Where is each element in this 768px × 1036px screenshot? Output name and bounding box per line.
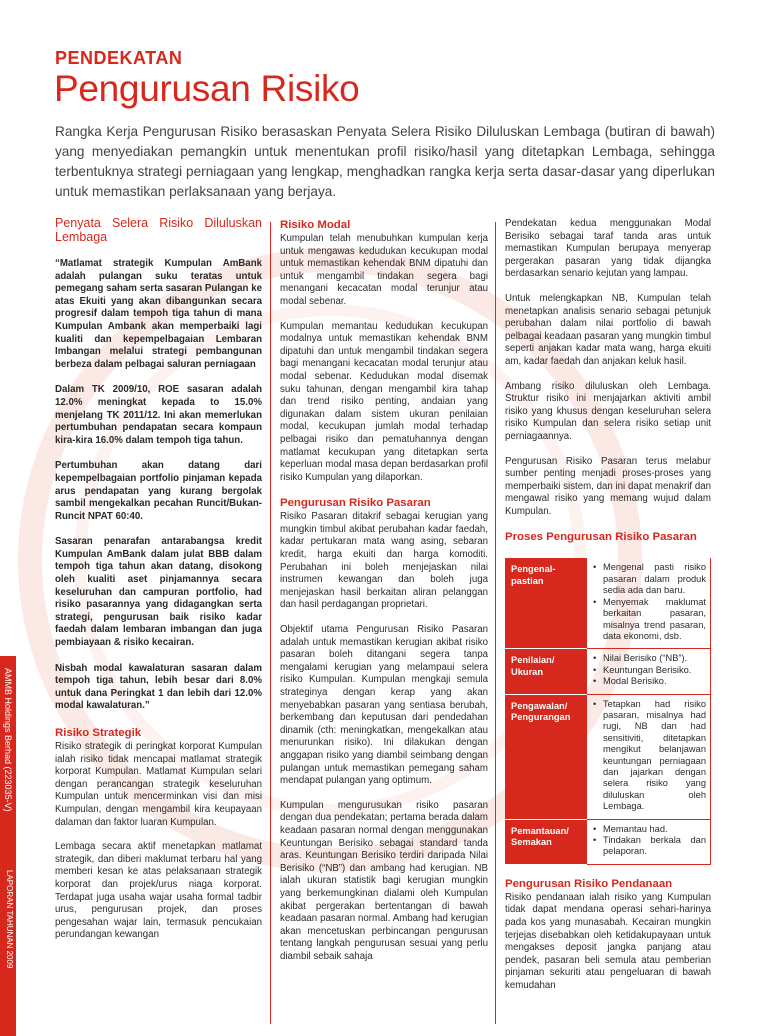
table-row <box>505 649 711 694</box>
appetite-heading: Penyata Selera Risiko Diluluskan Lembaga <box>55 216 262 244</box>
table-row <box>505 694 711 819</box>
capital-paragraph: Kumpulan memantau kedudukan kecukupan modalnya untuk memastikan kehendak BNM dipatuhi dan untuk mengambil tindakan segera bagi menangani kecacatan modal terunjur atau modal sebenar. Kedudukan modal disemak suku tahunan, dengan mengambil kira tahap dan trend risiko penting, andaian yang digunakan dalam sistem ukuran penilaian modal, kecukupan jumlah modal terhadap pelbagai risiko dan pematuhannya dengan matlamat kecukupan yang ditetapkan serta keperluan modal masa depan berdasarkan profil risiko Kumpulan yang dilaporkan. <box>280 320 488 483</box>
intro-paragraph: Rangka Kerja Pengurusan Risiko berasaskan Penyata Selera Risiko Diluluskan Lembaga (butiran di bawah) yang menyediakan pemangkin untuk menentukan profil risiko/hasil yang ditetapkan Lembaga, sehingga terbentuknya strategi perniagaan yang lengkap, menghadkan rangka kerja serta dasar-dasar yang diperlukan untuk memastikan perlaksanaan yang berjaya. <box>55 124 715 199</box>
appetite-statement <box>55 258 262 713</box>
list-item: • Menyemak maklumat berkaitan pasaran, misalnya trend pasaran, data ekonomi, dsb. <box>591 597 706 643</box>
market-paragraph: Pengurusan Risiko Pasaran terus melabur sumber penting menjadi proses-proses yang memperbaiki sistem, dan ini dapat menakrif dan mengawal risiko yang memang wujud dalam Kumpulan. <box>505 455 711 517</box>
process-heading: Proses Pengurusan Risiko Pasaran <box>505 531 697 544</box>
capital-risk-heading: Risiko Modal <box>280 219 351 231</box>
section-kicker: PENDEKATAN <box>55 48 183 68</box>
list-item: • Memantau had. <box>591 824 706 835</box>
process-stage-items <box>587 694 711 819</box>
column-divider <box>495 222 496 1024</box>
process-stage-items <box>587 819 711 864</box>
list-item: • Modal Berisiko. <box>591 676 706 687</box>
market-paragraph: Pendekatan kedua menggunakan Modal Berisiko sebagai taraf tanda aras untuk memastikan Kumpulan berupaya menyerap pergerakan pasaran yang tidak dijangka berdasarkan senario kejutan yang lampau. <box>505 218 711 280</box>
list-item: • Nilai Berisiko (“NB”). <box>591 653 706 664</box>
strategic-risk-heading: Risiko Strategik <box>55 727 142 739</box>
table-row <box>505 558 711 648</box>
list-item: • Keuntungan Berisiko. <box>591 665 706 676</box>
list-item: • Mengenal pasti risiko pasaran dalam produk sedia ada dan baru. <box>591 562 706 596</box>
process-stage-label: Penilaian/ Ukuran <box>505 649 587 694</box>
quote-paragraph: Nisbah modal kawalaturan sasaran dalam tempoh tiga tahun, lebih besar dari 8.0% untuk dana Peringkat 1 dan lebih dari 12.0% modal kawalaturan.” <box>55 662 262 712</box>
column-1 <box>55 216 262 954</box>
quote-paragraph: “Matlamat strategik Kumpulan AmBank adalah pulangan suku teratas untuk pemegang saham serta sasaran Pulangan ke atas Ekuiti yang akan dibangunkan secara progresif dalam tempoh tiga tahun di mana Kumpulan Ambank akan memperbaiki lagi kualiti dan kepempelbagaian Lembaran Imbangan melalui strategi pembangunan berbeza dalam pelbagai saluran perniagaan <box>55 258 262 370</box>
market-paragraph: Objektif utama Pengurusan Risiko Pasaran adalah untuk memastikan kerugian akibat risiko pasaran boleh ditangani segera tanpa mengalami kerugian yang melampaui selera risiko Kumpulan. Kumpulan mengkaji semula strateginya dengan kerap yang akan menyebabkan pasaran yang sentiasa berubah, berkembang dan keputusan dari pendedahan dinamik (cth: meningkatkan, mengekalkan atau menurunkan risiko). Ini dilakukan dengan anggapan risiko yang diambil seimbang dengan pulangan untuk memastikan pemegang saham mendapat pulangan yang optimum. <box>280 624 488 787</box>
funding-paragraph: Risiko pendanaan ialah risiko yang Kumpulan tidak dapat mendana operasi sehari-harinya pada kos yang munasabah. Kecairan mungkin terjejas disebabkan oleh ketidakupayaan untuk mengakses deposit jangka panjang atau pendek, pasaran beli semula atau pemberian pinjaman sekuriti atau pengeluaran di bawah kemudahan <box>505 891 711 991</box>
market-paragraph: Ambang risiko diluluskan oleh Lembaga. Struktur risiko ini menjajarkan aktiviti ambil risiko yang khusus dengan keseluruhan selera risiko Kumpulan dan selera risiko setiap unit perniagaannya. <box>505 380 711 442</box>
market-paragraph: Untuk melengkapkan NB, Kumpulan telah menetapkan analisis senario sebagai petunjuk perubahan dalam nilai portfolio di bawah pelbagai keadaan pasaran yang mungkin timbul seperti anjakan kadar mata wang, harga ekuiti am, kadar faedah dan anjakan keluk hasil. <box>505 292 711 367</box>
quote-paragraph: Dalam TK 2009/10, ROE sasaran adalah 12.0% meningkat kepada to 15.0% menjelang TK 2011/12. Ini akan memerlukan pertumbuhan pendapatan secara kompaun kira-kira 16.0% dalam tempoh tiga tahun. <box>55 384 262 446</box>
process-stage-items <box>587 558 711 648</box>
process-stage-label: Pemantauan/ Semakan <box>505 819 587 864</box>
process-stage-items <box>587 649 711 694</box>
side-report-label: LAPORAN TAHUNAN 2009 <box>5 870 14 969</box>
column-3 <box>505 218 711 1005</box>
column-2 <box>280 218 488 975</box>
strategic-paragraph: Risiko strategik di peringkat korporat Kumpulan ialah risiko tidak mencapai matlamat strategik korporat Kumpulan. Matlamat Kumpulan selari dengan perancangan strategik keseluruhan Kumpulan untuk mencerminkan visi dan misi Kumpulan, dengan mengambil kira keupayaan dalaman dan faktor luaran Kumpulan. <box>55 741 262 828</box>
page-title: Pengurusan Risiko <box>54 68 360 109</box>
list-item: • Tetapkan had risiko pasaran, misalnya had rugi, NB dan had sensitiviti, ditetapkan mengikut belanjawan keuntungan perniagaan dan jajarkan dengan selera risiko yang diluluskan oleh Lembaga. <box>591 699 706 813</box>
table-row <box>505 819 711 864</box>
funding-risk-heading: Pengurusan Risiko Pendanaan <box>505 877 673 890</box>
list-item: • Tindakan berkala dan pelaporan. <box>591 835 706 858</box>
market-paragraph: Kumpulan mengurusukan risiko pasaran dengan dua pendekatan; pertama berada dalam keadaan pasaran normal dengan menggunakan Keuntungan Berisiko sebagai standard tanda aras. Keuntungan Berisiko terdiri daripada Nilai Berisiko (“NB”) dan ambang had kerugian. NB ialah ukuran statistik bagi kerugian mungkin yang berkemungkinan dialami oleh Kumpulan akibat pergerakan bertentangan di bawah keadaan pasaran normal. Ambang had kerugian akan mencetuskan perbincangan pengurusan tentang langkah pengurusan sesuai yang perlu diambil sebaik sahaja <box>280 799 488 962</box>
side-company-label: AMMB Holdings Berhad (223035-V) <box>3 668 13 812</box>
process-stage-label: Pengawalan/ Pengurangan <box>505 694 587 819</box>
process-table <box>505 558 711 864</box>
quote-paragraph: Pertumbuhan akan datang dari kepempelbagaian portfolio pinjaman kepada arus pendapatan yang kurang bergolak sambil mengekalkan pecahan Runcit/Bukan-Runcit NPAT 60:40. <box>55 460 262 522</box>
process-stage-label: Pengenal- pastian <box>505 558 587 648</box>
column-divider <box>270 222 271 1024</box>
market-risk-heading: Pengurusan Risiko Pasaran <box>280 497 431 510</box>
capital-paragraph: Kumpulan telah menubuhkan kumpulan kerja untuk mengawas kedudukan kecukupan modal untuk memastikan kehendak BNM dipatuhi dan untuk mengambil tindakan segera bagi menangani kecacatan modal terunjur atau modal sebenar. <box>280 233 488 307</box>
strategic-paragraph: Lembaga secara aktif menetapkan matlamat strategik, dan diberi maklumat terbaru hal yang memberi kesan ke atas pelaksanaan strategik korporat dan projek/urus niaga korporat. Terdapat juga usaha wajar usaha formal tadbir urus, pengurusan projek, dan proses pengesahan wajar lain, termasuk pencukaian perundangan kewangan <box>55 841 262 941</box>
quote-paragraph: Sasaran penarafan antarabangsa kredit Kumpulan AmBank dalam julat BBB dalam tempoh tiga tahun akan datang, disokong oleh kualiti aset pinjamannya secara keseluruhan dan campuran portfolio, had risiko pasarannya yang didagangkan serta strategi, pengurusan baik risiko kadar faedah dalam lembaran imbangan dan juga pembiayaan & risiko kecairan. <box>55 536 262 649</box>
market-paragraph: Risiko Pasaran ditakrif sebagai kerugian yang mungkin timbul akibat perubahan kadar faedah, kadar pertukaran mata wang asing, sebaran kredit, harga ekuiti dan harga komoditi. Perubahan ini boleh menjejaskan nilai instrumen kewangan dan boleh juga menjejaskan hasil berkaitan aliran pelanggan dan hasil perdagangan proprietari. <box>280 511 488 611</box>
